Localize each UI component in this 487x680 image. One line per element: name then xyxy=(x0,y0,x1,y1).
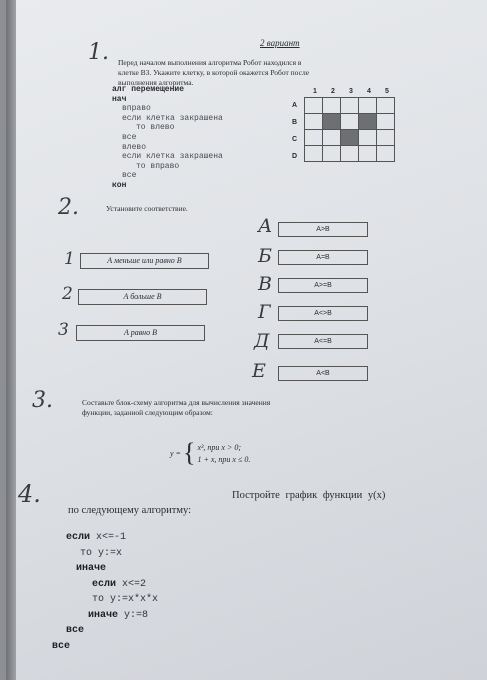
task2-left-option: A меньше или равно B xyxy=(80,253,209,269)
code-line: иначе xyxy=(76,563,107,574)
code-line: все xyxy=(122,132,137,142)
code-line: если клетка закрашена xyxy=(122,113,223,123)
grid-col-label: 3 xyxy=(349,88,353,95)
robot-grid-column-headers xyxy=(306,88,396,95)
grid-cell xyxy=(305,98,323,114)
code-line: то влево xyxy=(136,123,175,133)
task2-right-option: A>B xyxy=(278,222,368,237)
grid-cell xyxy=(341,114,359,130)
robot-grid xyxy=(304,97,395,162)
task2-right-option: A>=B xyxy=(278,278,368,293)
task1-text xyxy=(118,58,418,88)
task2-right-letter: Е xyxy=(252,360,266,382)
grid-row-label: A xyxy=(292,102,298,109)
grid-cell xyxy=(359,98,377,114)
grid-cell-filled xyxy=(341,130,359,146)
task3-text-line: функции, заданной следующим образом: xyxy=(82,408,213,417)
task2-right-letter: В xyxy=(258,273,272,295)
grid-cell xyxy=(305,114,323,130)
code-line: если клетка закрашена xyxy=(122,152,223,162)
formula-lhs: y = xyxy=(170,448,181,458)
formula-brace: { xyxy=(182,438,196,467)
task4-algorithm xyxy=(52,530,159,654)
worksheet-page xyxy=(6,0,487,680)
grid-row xyxy=(305,114,395,130)
grid-cell-filled xyxy=(323,114,341,130)
grid-row xyxy=(305,146,395,162)
formula-case: x³, при x > 0; xyxy=(197,442,241,452)
variant-heading: 2 вариант xyxy=(260,38,300,48)
task4-number: 4. xyxy=(18,480,41,508)
grid-cell xyxy=(377,98,395,114)
grid-cell xyxy=(305,146,323,162)
code-line: влево xyxy=(122,142,147,152)
grid-row xyxy=(305,98,395,114)
task1-text-line: Перед началом выполнения алгоритма Робот находился в xyxy=(118,58,302,67)
grid-cell xyxy=(323,130,341,146)
task2-right-option: A=B xyxy=(278,250,368,265)
grid-col-label: 1 xyxy=(313,88,317,95)
grid-col-label: 5 xyxy=(385,88,389,95)
task2-left-option: A равно B xyxy=(76,325,205,341)
task1-text-line: клетке B3. Укажите клетку, в которой окажется Робот после xyxy=(118,68,310,77)
task2-right-letter: Б xyxy=(258,245,272,267)
task2-number: 2. xyxy=(58,195,79,220)
task4-text-line: Постройте график функции y(x) xyxy=(232,490,386,501)
grid-cell xyxy=(359,146,377,162)
code-line: то y:=x*x*x xyxy=(92,594,159,605)
task3-formula xyxy=(170,440,250,466)
task2-text: Установите соответствие. xyxy=(106,204,188,213)
task3-text xyxy=(82,398,402,418)
grid-cell xyxy=(341,146,359,162)
grid-col-label: 2 xyxy=(331,88,335,95)
grid-cell xyxy=(377,114,395,130)
task2-right-letter: Г xyxy=(258,301,271,323)
grid-row-label: D xyxy=(292,153,298,160)
task2-right-option: A<>B xyxy=(278,306,368,321)
code-line: иначе y:=8 xyxy=(88,609,149,621)
code-line: алг перемещение xyxy=(112,85,185,94)
code-line: нач xyxy=(112,94,127,104)
grid-row xyxy=(305,130,395,146)
page-edge-shadow xyxy=(6,0,16,680)
task2-left-option: A больше B xyxy=(78,289,207,305)
code-line: кон xyxy=(112,180,127,190)
task3-text-line: Составьте блок-схему алгоритма для вычисления значения xyxy=(82,398,271,407)
grid-cell xyxy=(323,98,341,114)
task2-left-number: 3 xyxy=(58,320,69,340)
task2-left-number: 2 xyxy=(62,284,73,304)
code-line: все xyxy=(66,625,85,636)
code-line: то y:=x xyxy=(80,547,123,559)
grid-cell xyxy=(377,130,395,146)
formula-case: 1 + x, при x ≤ 0. xyxy=(197,454,251,464)
grid-row-label: C xyxy=(292,136,298,143)
task1-algorithm xyxy=(112,85,223,191)
code-line: если x<=2 xyxy=(92,578,147,590)
task2-right-letter: Д xyxy=(254,330,270,352)
task3-number: 3. xyxy=(32,388,53,413)
code-line: то вправо xyxy=(136,161,180,171)
grid-row-label: B xyxy=(292,119,298,126)
task2-right-option: A<B xyxy=(278,366,368,381)
task2-right-option: A<=B xyxy=(278,334,368,349)
grid-col-label: 4 xyxy=(367,88,371,95)
grid-cell xyxy=(305,130,323,146)
task4-text-line: по следующему алгоритму: xyxy=(68,505,192,516)
code-line: если x<=-1 xyxy=(66,532,127,543)
grid-cell xyxy=(359,130,377,146)
grid-cell xyxy=(323,146,341,162)
grid-cell-filled xyxy=(359,114,377,130)
task1-number: 1. xyxy=(88,40,109,65)
grid-cell xyxy=(341,98,359,114)
robot-grid-row-headers xyxy=(292,97,302,165)
code-line: все xyxy=(122,171,137,181)
code-line: вправо xyxy=(122,104,151,114)
task1-text-line: выполнения алгоритма. xyxy=(118,78,194,87)
grid-cell xyxy=(377,146,395,162)
task2-left-number: 1 xyxy=(64,249,75,269)
task2-right-letter: А xyxy=(258,215,273,237)
code-line: все xyxy=(52,640,71,652)
